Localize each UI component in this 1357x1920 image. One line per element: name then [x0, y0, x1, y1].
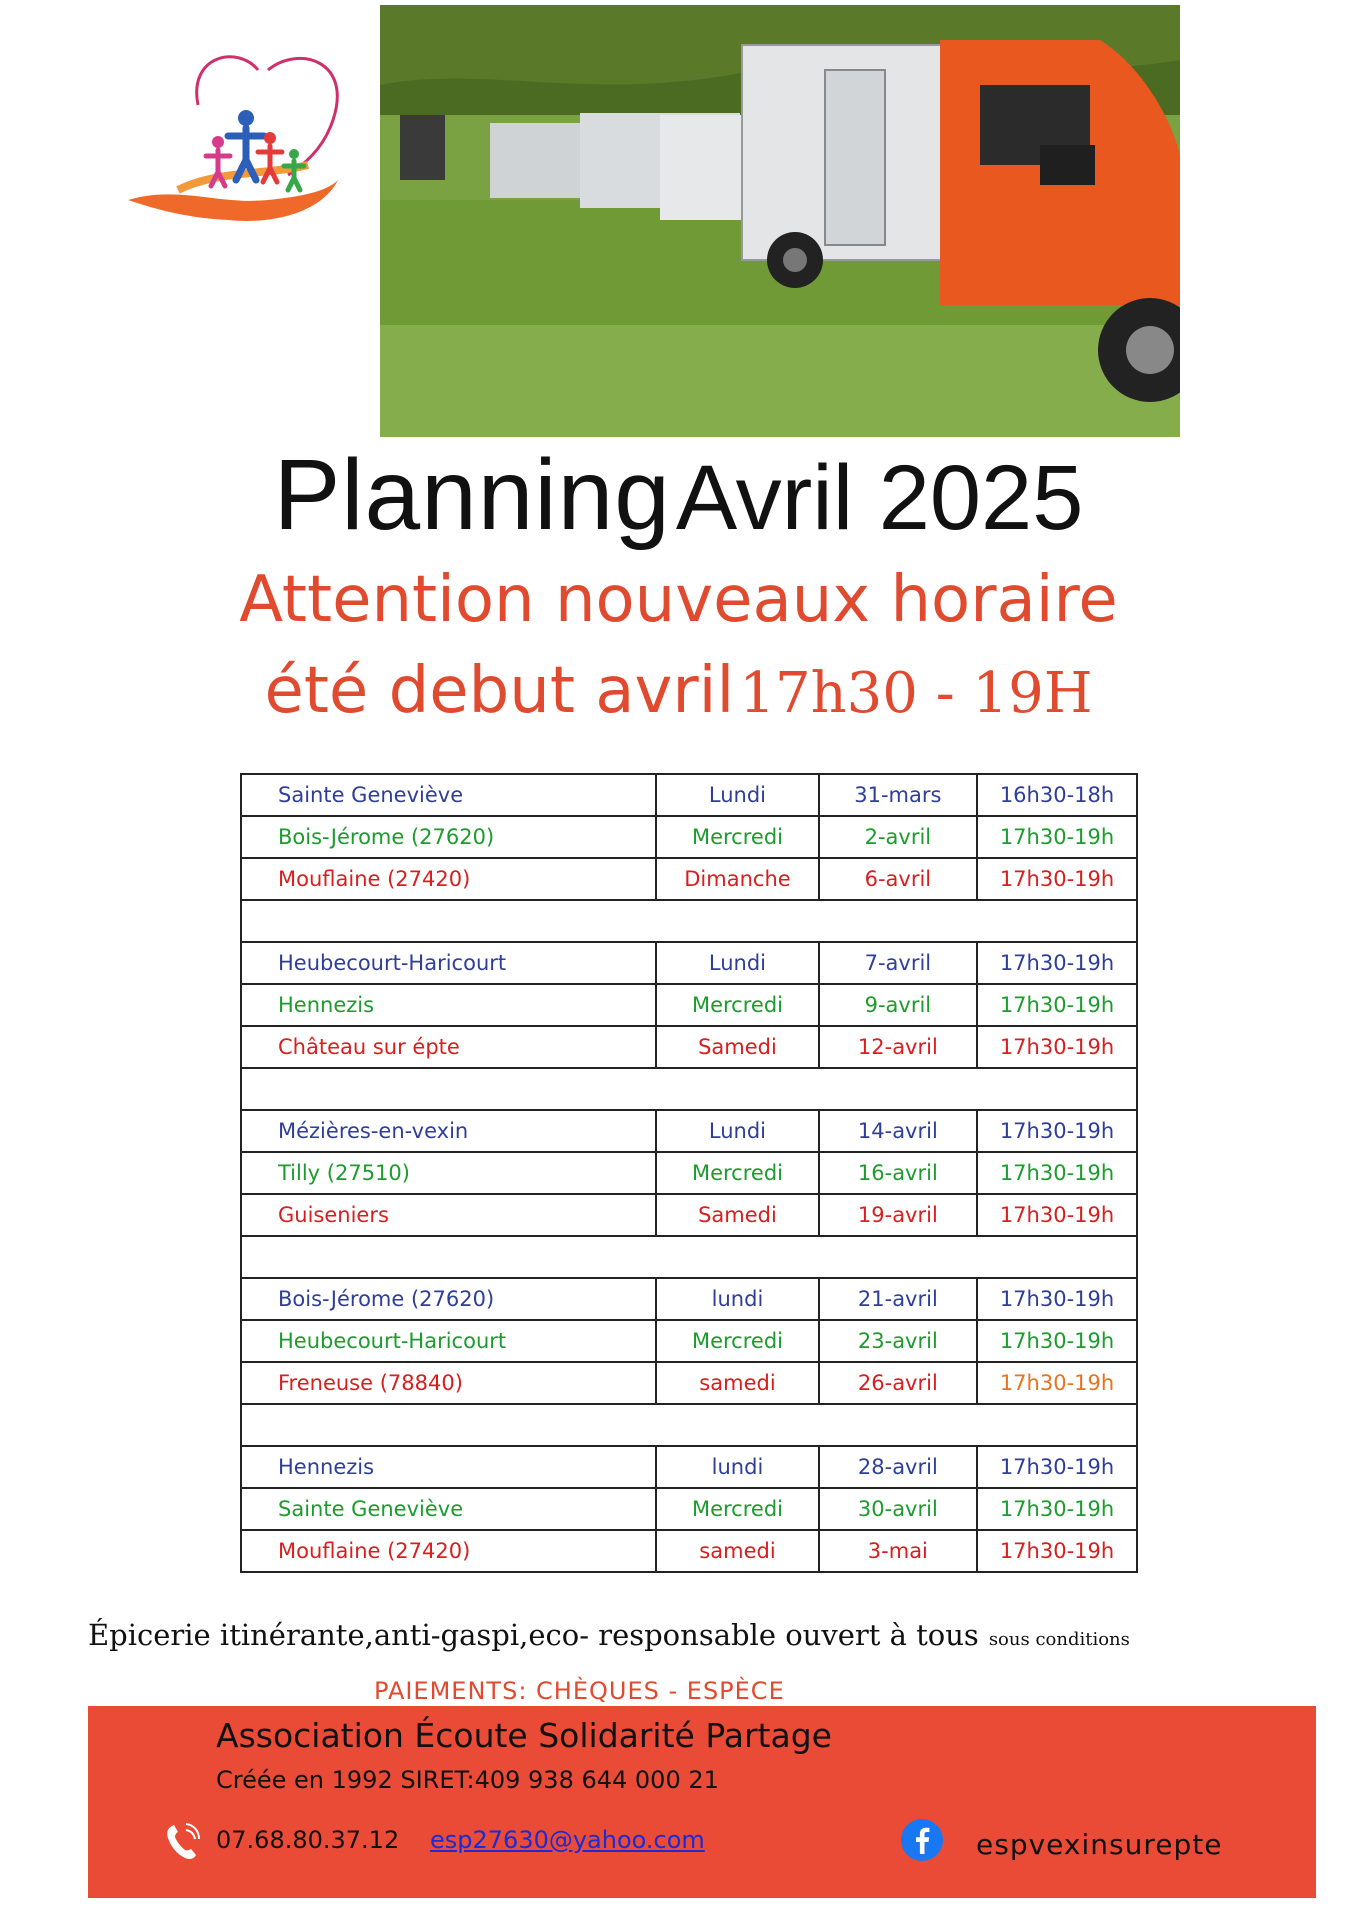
cell-day: Mercredi: [656, 816, 818, 858]
notice-line-1: Attention nouveaux horaire: [239, 563, 1118, 637]
notice-line-2: [0, 654, 1357, 728]
cell-date: 26-avril: [819, 1362, 977, 1404]
footer-band: [88, 1706, 1316, 1898]
spacer-cell: [241, 900, 1137, 942]
title-word-planning: Planning: [273, 439, 671, 551]
cell-day: Dimanche: [656, 858, 818, 900]
cell-day: Lundi: [656, 1110, 818, 1152]
cell-hours: 17h30-19h: [977, 858, 1137, 900]
email-link[interactable]: esp27630@yahoo.com: [430, 1826, 705, 1854]
phone-icon: [164, 1822, 200, 1862]
cell-day: Mercredi: [656, 1152, 818, 1194]
cell-hours: 17h30-19h: [977, 984, 1137, 1026]
cell-hours: 17h30-19h: [977, 1362, 1137, 1404]
cell-date: 9-avril: [819, 984, 977, 1026]
cell-place: Heubecourt-Haricourt: [241, 942, 656, 984]
schedule-row: [241, 858, 1137, 900]
cell-day: Samedi: [656, 1194, 818, 1236]
cell-place: Bois-Jérome (27620): [241, 1278, 656, 1320]
cell-place: Mézières-en-vexin: [241, 1110, 656, 1152]
food-truck-photo: [380, 5, 1180, 437]
cell-date: 14-avril: [819, 1110, 977, 1152]
schedule-row: [241, 942, 1137, 984]
cell-day: Lundi: [656, 774, 818, 816]
cell-day: samedi: [656, 1530, 818, 1572]
cell-day: samedi: [656, 1362, 818, 1404]
schedule-row: [241, 1278, 1137, 1320]
cell-day: lundi: [656, 1446, 818, 1488]
cell-place: Bois-Jérome (27620): [241, 816, 656, 858]
cell-date: 21-avril: [819, 1278, 977, 1320]
schedule-row: [241, 1026, 1137, 1068]
cell-day: Mercredi: [656, 1488, 818, 1530]
tagline: [88, 1618, 1130, 1652]
schedule-row: [241, 1488, 1137, 1530]
cell-hours: 17h30-19h: [977, 1152, 1137, 1194]
cell-date: 30-avril: [819, 1488, 977, 1530]
cell-hours: 17h30-19h: [977, 1110, 1137, 1152]
cell-place: Tilly (27510): [241, 1152, 656, 1194]
cell-place: Hennezis: [241, 984, 656, 1026]
cell-day: lundi: [656, 1278, 818, 1320]
cell-day: Mercredi: [656, 1320, 818, 1362]
page-title: [0, 438, 1357, 553]
schedule-row: [241, 1362, 1137, 1404]
schedule-spacer-row: [241, 1404, 1137, 1446]
cell-hours: 17h30-19h: [977, 1320, 1137, 1362]
cell-hours: 17h30-19h: [977, 1194, 1137, 1236]
cell-place: Château sur épte: [241, 1026, 656, 1068]
cell-date: 23-avril: [819, 1320, 977, 1362]
schedule-row: [241, 816, 1137, 858]
cell-day: Lundi: [656, 942, 818, 984]
schedule-row: [241, 1194, 1137, 1236]
cell-place: Heubecourt-Haricourt: [241, 1320, 656, 1362]
notice-line-2-text: été debut avril: [264, 654, 735, 728]
cell-date: 31-mars: [819, 774, 977, 816]
association-name: Association Écoute Solidarité Partage: [216, 1716, 832, 1755]
cell-day: Samedi: [656, 1026, 818, 1068]
cell-place: Hennezis: [241, 1446, 656, 1488]
title-month-year: Avril 2025: [675, 447, 1084, 549]
schedule-spacer-row: [241, 1068, 1137, 1110]
cell-hours: 17h30-19h: [977, 1488, 1137, 1530]
cell-date: 3-mai: [819, 1530, 977, 1572]
cell-date: 2-avril: [819, 816, 977, 858]
cell-place: Mouflaine (27420): [241, 858, 656, 900]
schedule-spacer-row: [241, 900, 1137, 942]
heart-family-logo-icon: [118, 50, 368, 225]
cell-place: Guiseniers: [241, 1194, 656, 1236]
cell-date: 28-avril: [819, 1446, 977, 1488]
schedule-row: [241, 774, 1137, 816]
cell-date: 7-avril: [819, 942, 977, 984]
cell-place: Freneuse (78840): [241, 1362, 656, 1404]
cell-date: 12-avril: [819, 1026, 977, 1068]
phone-number: 07.68.80.37.12: [216, 1826, 400, 1854]
spacer-cell: [241, 1068, 1137, 1110]
schedule-row: [241, 1110, 1137, 1152]
payments-info: PAIEMENTS: CHÈQUES - ESPÈCE: [374, 1677, 785, 1705]
cell-hours: 17h30-19h: [977, 942, 1137, 984]
cell-hours: 17h30-19h: [977, 1278, 1137, 1320]
spacer-cell: [241, 1236, 1137, 1278]
cell-hours: 16h30-18h: [977, 774, 1137, 816]
tagline-conditions: sous conditions: [988, 1629, 1130, 1650]
notice-line-2-hours: 17h30 - 19H: [739, 661, 1093, 726]
schedule-row: [241, 1320, 1137, 1362]
spacer-cell: [241, 1404, 1137, 1446]
schedule-row: [241, 1446, 1137, 1488]
cell-hours: 17h30-19h: [977, 816, 1137, 858]
cell-hours: 17h30-19h: [977, 1026, 1137, 1068]
schedule-row: [241, 984, 1137, 1026]
tagline-main: Épicerie itinérante,anti-gaspi,eco- responsable ouvert à tous: [88, 1618, 979, 1652]
association-created: Créée en 1992 SIRET:409 938 644 000 21: [216, 1766, 719, 1794]
schedule-table: [240, 773, 1138, 1573]
cell-place: Sainte Geneviève: [241, 774, 656, 816]
schedule-row: [241, 1530, 1137, 1572]
cell-date: 6-avril: [819, 858, 977, 900]
cell-hours: 17h30-19h: [977, 1446, 1137, 1488]
cell-place: Mouflaine (27420): [241, 1530, 656, 1572]
cell-date: 19-avril: [819, 1194, 977, 1236]
facebook-page-name[interactable]: espvexinsurepte: [976, 1828, 1223, 1861]
facebook-icon[interactable]: [900, 1818, 944, 1862]
cell-date: 16-avril: [819, 1152, 977, 1194]
cell-hours: 17h30-19h: [977, 1530, 1137, 1572]
schedule-spacer-row: [241, 1236, 1137, 1278]
schedule-row: [241, 1152, 1137, 1194]
cell-place: Sainte Geneviève: [241, 1488, 656, 1530]
cell-day: Mercredi: [656, 984, 818, 1026]
